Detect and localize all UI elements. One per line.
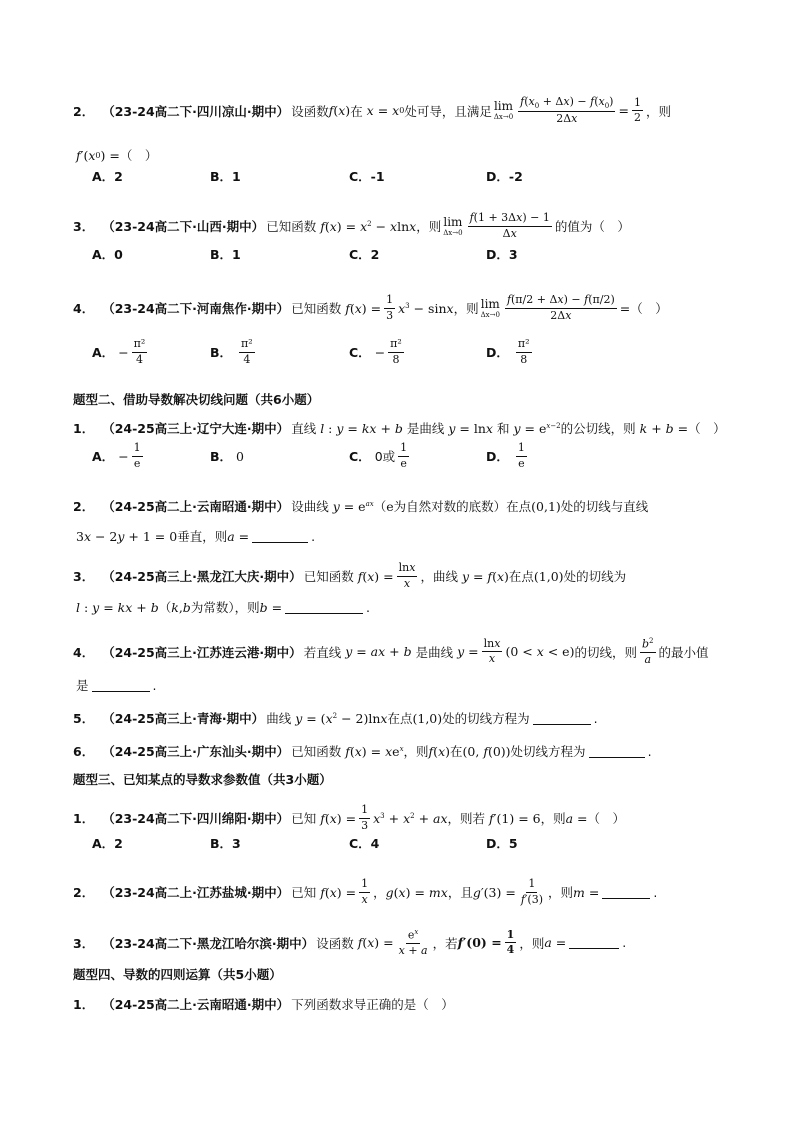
math-f-prime-x0: f <box>76 147 81 163</box>
option-b[interactable]: B．3 <box>210 836 241 851</box>
question-2-type1: 2． （23-24高二下·四川凉山·期中） 设函数 f ( x ) 在 x = x 0 处可导，且满足 lim Δx→0 $\frac{f(x_0 + \Delta x) - f(x_0)}{2\Delta x}$ = $\frac{1}{2}$ ，则 <box>73 95 671 126</box>
option-b[interactable]: B． 0 <box>210 448 244 464</box>
section-heading-2: 题型二、借助导数解决切线问题（共6小题） <box>73 392 320 407</box>
section3-question-2: 2． （23-24高二上·江苏盐城·期中） 已知 f(x) = $\frac{1}{x}$ ， g(x) = mx ，且 g′(3) = $\frac{1}{f'(3)}$ ，则 m = . <box>73 877 658 906</box>
section-heading-4: 题型四、导数的四则运算（共5小题） <box>73 967 282 982</box>
option-d[interactable]: D． $\frac{1}{e}$ <box>486 440 525 470</box>
math-x-eq-x0: x <box>362 103 374 119</box>
option-d[interactable]: D．3 <box>486 247 518 262</box>
question-number: 2． <box>73 103 95 119</box>
section3-question-3: 3． （23-24高二下·黑龙江哈尔滨·期中） 设函数 f(x) = $\frac{e^x}{x + a}$ ，若 f′(0) = $\frac{1}{4}$ ，则 a = . <box>73 927 627 958</box>
section2-question-4: 4． （24-25高三上·江苏连云港·期中） 若直线 y = ax + b 是曲线 y = $\frac{\ln x}{x}$ (0 < x < e) 的切线，则 $\frac{b^2}{a}$ 的最小值 <box>73 636 709 667</box>
section2-question-3-continued: l : y = kx + b （ k,b 为常数），则 b = . <box>76 599 371 615</box>
question-2-type1-continued: f ′( x 0 ) = （ ） <box>76 147 158 163</box>
question-3-type1: 3． （23-24高二下·山西·期中） 已知函数 $f(x) = x^2 - xlnx$ ，则 lim Δx→0 $\frac{f(1 + 3\Delta x) - 1}{\Delta x}$ 的值为（ ） <box>73 211 630 240</box>
answer-blank[interactable] <box>589 745 645 758</box>
math-limit: lim Δx→0 <box>443 214 463 237</box>
option-a[interactable]: A．2 <box>92 836 123 851</box>
math-limit: lim Δx→0 <box>480 296 500 319</box>
math-fraction-one-half: $\frac{1}{2}$ <box>633 95 641 125</box>
answer-blank[interactable] <box>92 679 150 692</box>
math-function-def: $f(x) = x^2 - xlnx$ <box>320 218 417 234</box>
section2-question-2-continued: 3x − 2y + 1 = 0 垂直，则 a = . <box>76 528 316 544</box>
option-c[interactable]: C． − $\frac{\text{π²}}{8}$ <box>349 336 402 366</box>
section2-question-2: 2． （24-25高二上·云南昭通·期中） 设曲线 $y = e^{ax}$ （ e 为自然对数的底数）在点 (0,1) 处的切线与直线 <box>73 498 649 514</box>
option-a[interactable]: A．0 <box>92 247 123 262</box>
question-4-type1: 4． （23-24高二下·河南焦作·期中） 已知函数 f(x) = $\frac{1}{3}$ $x^3 - \sin x$ ，则 lim Δx→0 $\frac{f(\pi/2 + \Delta x) - f(\pi/2)}{2\Delta x}$ = （ ） <box>73 293 668 322</box>
section2-question-3: 3． （24-25高三上·黑龙江大庆·期中） 已知函数 f(x) = $\frac{\ln x}{x}$ ，曲线 y = f(x) 在点 (1,0) 处的切线为 <box>73 561 627 590</box>
answer-blank[interactable] <box>602 886 650 899</box>
answer-blank[interactable] <box>533 712 591 725</box>
math-fraction: $\frac{f(1 + 3\Delta x) - 1}{\Delta x}$ <box>469 211 550 240</box>
option-a[interactable]: A． − $\frac{1}{e}$ <box>92 440 141 470</box>
option-a[interactable]: A．2 <box>92 169 123 184</box>
section4-question-1: 1． （24-25高二上·云南昭通·期中） 下列函数求导正确的是（ ） <box>73 997 454 1012</box>
answer-blank[interactable] <box>285 601 363 614</box>
math-fx: f <box>328 103 334 119</box>
section3-question-1: 1． （23-24高二下·四川绵阳·期中） 已知 f(x) = $\frac{1}{3}$ $x^3 + x^2$ + ax ，则若 f′(1) = 6 ，则 a = （ ） <box>73 803 626 832</box>
math-fraction: $\frac{f(\pi/2 + \Delta x) - f(\pi/2)}{2\Delta x}$ <box>506 293 615 322</box>
option-a[interactable]: A． − $\frac{\text{π²}}{4}$ <box>92 336 146 366</box>
section2-question-5: 5． （24-25高三上·青海·期中） 曲线 $y = (x^2 - 2)\ln x$ 在点 (1,0) 处的切线方程为 . <box>73 710 598 726</box>
section-heading-3: 题型三、已知某点的导数求参数值（共3小题） <box>73 772 332 787</box>
option-b[interactable]: B．1 <box>210 247 241 262</box>
answer-blank[interactable] <box>252 530 308 543</box>
section2-question-1: 1． （24-25高三上·辽宁大连·期中） 直线 l : y = kx + b 是曲线 y = lnx 和 $y = e^{x-2}$ 的公切线，则 k + b = （ ） <box>73 420 726 436</box>
option-d[interactable]: D．5 <box>486 836 518 851</box>
option-c[interactable]: C．4 <box>349 836 380 851</box>
math-fraction-difference-quotient: $\frac{f(x_0 + \Delta x) - f(x_0)}{2\Delta x}$ <box>520 95 614 126</box>
section2-question-4-continued: 是 . <box>76 677 157 693</box>
option-c[interactable]: C．2 <box>349 247 380 262</box>
option-d[interactable]: D．-2 <box>486 169 523 184</box>
option-b[interactable]: B．1 <box>210 169 241 184</box>
section2-question-6: 6． （24-25高三上·广东汕头·期中） 已知函数 $f(x) = xe^x$ ，则 f(x) 在 (0, f(0)) 处切线方程为 . <box>73 743 652 759</box>
math-limit: lim Δx→0 <box>493 99 514 122</box>
option-c[interactable]: C． 0或 $\frac{1}{e}$ <box>349 440 408 470</box>
answer-blank[interactable] <box>569 936 619 949</box>
option-c[interactable]: C．-1 <box>349 169 385 184</box>
option-b[interactable]: B． $\frac{\text{π²}}{4}$ <box>210 336 253 366</box>
option-d[interactable]: D． $\frac{\text{π²}}{8}$ <box>486 336 530 366</box>
question-source: （23-24高二下·四川凉山·期中） <box>102 103 290 119</box>
